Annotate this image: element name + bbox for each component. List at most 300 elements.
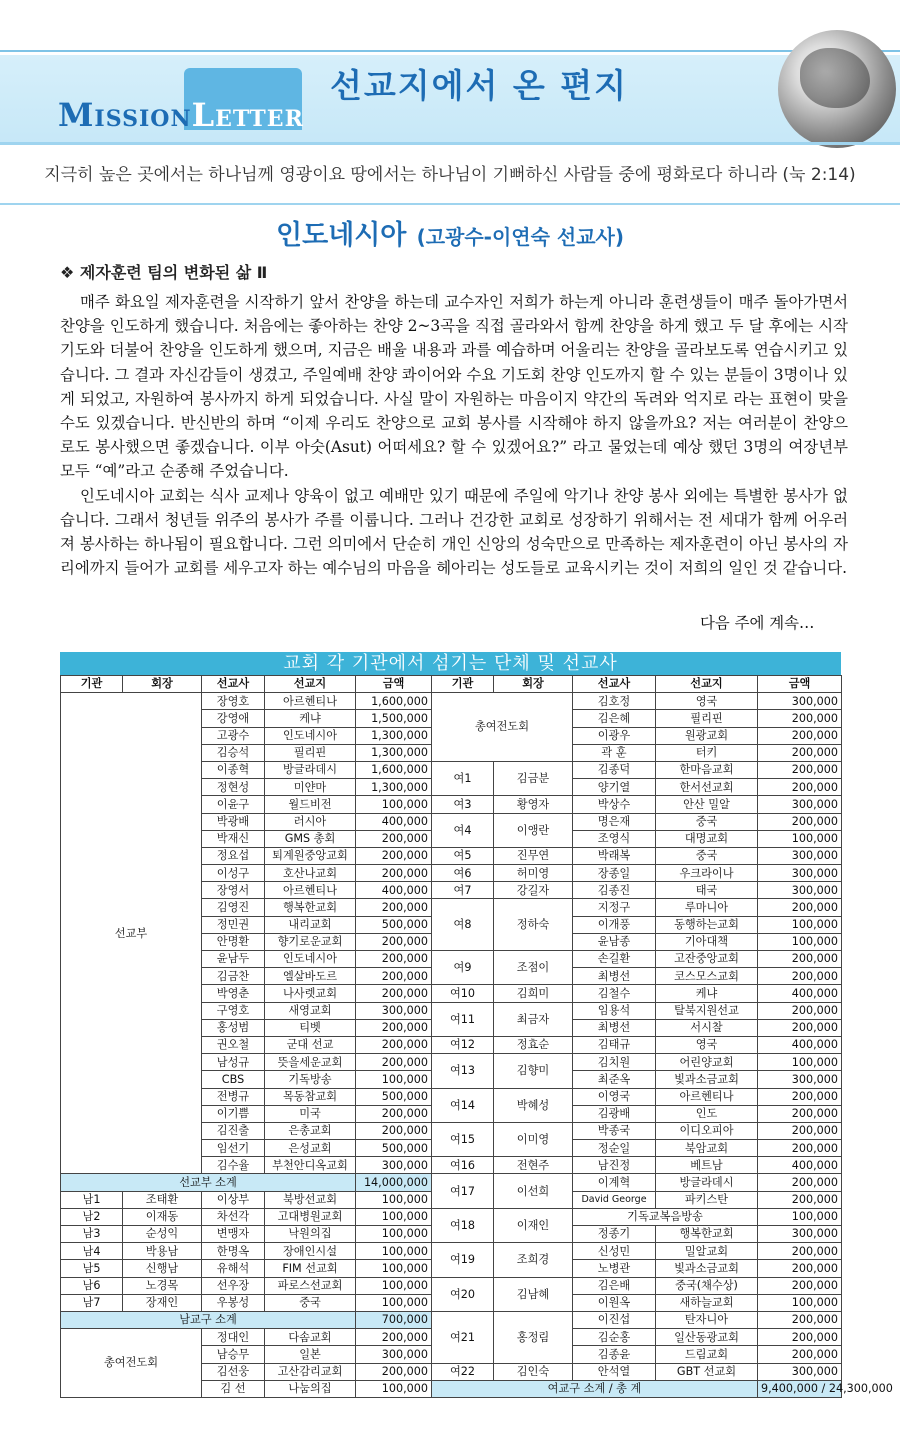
amount-cell: 200,000 — [758, 1243, 842, 1260]
amount-cell: 200,000 — [356, 1036, 432, 1053]
banner-rule — [0, 142, 900, 145]
header-cell: 금액 — [758, 676, 842, 693]
amount-cell: 1,300,000 — [356, 779, 432, 796]
amount-cell: 200,000 — [356, 985, 432, 1002]
president-cell: 신행남 — [123, 1260, 202, 1277]
field-cell: 중국 — [265, 1294, 356, 1311]
missionary-cell: 고광수 — [202, 727, 265, 744]
subtotal-label: 여교구 소계 / 총 계 — [432, 1380, 758, 1397]
missionary-cell: 우봉성 — [202, 1294, 265, 1311]
org-cell: 여17 — [432, 1174, 494, 1208]
letter-body — [60, 290, 848, 580]
field-cell: GBT 선교회 — [656, 1363, 758, 1380]
amount-cell: 300,000 — [758, 865, 842, 882]
field-cell: 고잔중앙교회 — [656, 951, 758, 968]
field-cell: 나사렛교회 — [265, 985, 356, 1002]
table-row — [61, 1277, 842, 1294]
page-title: 선교지에서 온 편지 — [330, 66, 629, 105]
president-cell: 진무연 — [494, 847, 573, 864]
missionary-cell: CBS — [202, 1071, 265, 1088]
president-cell: 박혜성 — [494, 1088, 573, 1122]
paragraph: 인도네시아 교회는 식사 교제나 양육이 없고 예배만 있기 때문에 주일에 악기나 찬양 봉사 외에는 특별한 봉사가 없습니다. 그래서 청년들 위주의 봉사가 주를 이룹니다. 그러나 건강한 교회로 성장하기 위해서는 전 세대가 함께 어우러져 봉사하는 하나됨이 필요합니다. 그런 의미에서 단순히 개인 신앙의 성숙만으로 만족하는 제자훈련이 아닌 봉사의 자리에까지 들어가 교회를 세우고자 하는 예수님의 마음을 헤아리는 성도들로 교육시키는 것이 저희의 일인 것 같습니다. — [60, 486, 848, 578]
amount-cell: 100,000 — [758, 933, 842, 950]
missionary-cell: 이기쁨 — [202, 1105, 265, 1122]
missionary-cell: 정종기 — [573, 1226, 656, 1243]
field-cell: 아르헨티나 — [265, 693, 356, 710]
missionary-cell: 김철수 — [573, 985, 656, 1002]
missionary-cell: 최준옥 — [573, 1071, 656, 1088]
missionary-cell: 변맹자 — [202, 1226, 265, 1243]
org-cell: 남7 — [61, 1294, 123, 1311]
org-cell: 여18 — [432, 1208, 494, 1242]
amount-cell: 200,000 — [758, 1088, 842, 1105]
amount-cell: 200,000 — [356, 1122, 432, 1139]
field-cell: 티벳 — [265, 1019, 356, 1036]
field-cell: 인도네시아 — [265, 951, 356, 968]
field-cell: 월드비전 — [265, 796, 356, 813]
president-cell: 이재인 — [494, 1208, 573, 1242]
amount-cell: 500,000 — [356, 916, 432, 933]
table-title: 교회 각 기관에서 섬기는 단체 및 선교사 — [60, 652, 841, 675]
amount-cell: 200,000 — [758, 779, 842, 796]
field-cell: 뜻을세운교회 — [265, 1054, 356, 1071]
header-cell: 선교지 — [265, 676, 356, 693]
org-cell: 여4 — [432, 813, 494, 847]
president-cell: 이재동 — [123, 1208, 202, 1225]
amount-cell: 200,000 — [758, 1277, 842, 1294]
country-heading — [0, 213, 900, 252]
field-cell: 다솜교회 — [265, 1329, 356, 1346]
amount-cell: 200,000 — [758, 744, 842, 761]
president-cell: 정효순 — [494, 1036, 573, 1053]
amount-cell: 1,300,000 — [356, 744, 432, 761]
president-cell: 이미영 — [494, 1122, 573, 1156]
amount-cell: 200,000 — [356, 830, 432, 847]
field-cell: 새영교회 — [265, 1002, 356, 1019]
field-cell: 필리핀 — [656, 710, 758, 727]
subtotal-amount: 9,400,000 — [761, 1382, 818, 1396]
field-cell: 한마음교회 — [656, 761, 758, 778]
amount-cell: 200,000 — [758, 1174, 842, 1191]
amount-cell: 300,000 — [758, 847, 842, 864]
table-header-row — [61, 676, 842, 693]
amount-cell: 200,000 — [356, 865, 432, 882]
field-cell: 기독방송 — [265, 1071, 356, 1088]
field-cell: 인도네시아 — [265, 727, 356, 744]
amount-cell: 300,000 — [758, 1226, 842, 1243]
president-cell: 김향미 — [494, 1054, 573, 1088]
amount-cell: 300,000 — [758, 882, 842, 899]
president-cell: 조점이 — [494, 951, 573, 985]
amount-cell: 100,000 — [356, 1071, 432, 1088]
header-cell: 기관 — [432, 676, 494, 693]
org-cell: 여5 — [432, 847, 494, 864]
org-cell: 여20 — [432, 1277, 494, 1311]
amount-cell: 100,000 — [356, 1260, 432, 1277]
field-cell: 행복한교회 — [656, 1226, 758, 1243]
header-cell: 선교사 — [573, 676, 656, 693]
amount-cell: 100,000 — [758, 830, 842, 847]
amount-cell: 400,000 — [758, 1157, 842, 1174]
missionary-cell: 김진출 — [202, 1122, 265, 1139]
field-cell: 부천안디옥교회 — [265, 1157, 356, 1174]
missionary-cell: 김금찬 — [202, 968, 265, 985]
field-cell: 어린양교회 — [656, 1054, 758, 1071]
amount-cell: 100,000 — [758, 1208, 842, 1225]
missionary-cell: 김 선 — [202, 1380, 265, 1397]
org-cell: 남4 — [61, 1243, 123, 1260]
amount-cell: 100,000 — [758, 1294, 842, 1311]
amount-cell: 400,000 — [758, 1036, 842, 1053]
continued-note: 다음 주에 계속… — [700, 614, 815, 632]
field-cell: 우크라이나 — [656, 865, 758, 882]
field-cell: 영국 — [656, 693, 758, 710]
field-cell: GMS 총회 — [265, 830, 356, 847]
amount-cell: 300,000 — [758, 693, 842, 710]
amount-cell: 400,000 — [356, 882, 432, 899]
amount-cell: 200,000 — [356, 1329, 432, 1346]
field-cell: 은총교회 — [265, 1122, 356, 1139]
amount-cell: 1,500,000 — [356, 710, 432, 727]
missionary-cell: 홍성범 — [202, 1019, 265, 1036]
amount-cell: 200,000 — [758, 1191, 842, 1208]
org-cell: 여12 — [432, 1036, 494, 1053]
subtotal-label: 선교부 소계 — [61, 1174, 356, 1191]
amount-cell: 200,000 — [758, 1140, 842, 1157]
org-cell: 남6 — [61, 1277, 123, 1294]
field-cell: 동행하는교회 — [656, 916, 758, 933]
missionary-cell: 박재신 — [202, 830, 265, 847]
section-title: ❖ 제자훈련 팀의 변화된 삶 Ⅱ — [60, 263, 268, 282]
field-cell: 북암교회 — [656, 1140, 758, 1157]
missionary-cell: 김은혜 — [573, 710, 656, 727]
missionary-cell: 이진섭 — [573, 1311, 656, 1328]
missionary-cell: 양기열 — [573, 779, 656, 796]
amount-cell: 100,000 — [356, 1277, 432, 1294]
missions-table — [60, 675, 893, 1398]
missionary-cell: 김순홍 — [573, 1329, 656, 1346]
field-cell: 탄자니아 — [656, 1311, 758, 1328]
missionary-cell: 전병규 — [202, 1088, 265, 1105]
field-cell: 서시찰 — [656, 1019, 758, 1036]
field-cell: 원광교회 — [656, 727, 758, 744]
missionary-cell: 유해석 — [202, 1260, 265, 1277]
missionary-cell: 김영진 — [202, 899, 265, 916]
amount-cell: 500,000 — [356, 1088, 432, 1105]
amount-cell: 200,000 — [356, 899, 432, 916]
missionary-cell: 박광배 — [202, 813, 265, 830]
amount-cell: 300,000 — [356, 1346, 432, 1363]
field-cell: 일본 — [265, 1346, 356, 1363]
field-cell: 행복한교회 — [265, 899, 356, 916]
missionary-cell: 김태규 — [573, 1036, 656, 1053]
missionary-cell: 이영국 — [573, 1088, 656, 1105]
org-cell: 여13 — [432, 1054, 494, 1088]
amount-cell: 100,000 — [356, 1226, 432, 1243]
org-cell: 남1 — [61, 1191, 123, 1208]
field-cell: 루마니아 — [656, 899, 758, 916]
amount-cell: 400,000 — [356, 813, 432, 830]
table-row — [61, 1243, 842, 1260]
org-cell: 여21 — [432, 1311, 494, 1363]
field-cell: 드림교회 — [656, 1346, 758, 1363]
amount-cell: 500,000 — [356, 1140, 432, 1157]
org-cell: 여11 — [432, 1002, 494, 1036]
missionary-cell: 안명환 — [202, 933, 265, 950]
missionary-cell: 이종혁 — [202, 761, 265, 778]
president-cell: 조태환 — [123, 1191, 202, 1208]
org-cell: 남3 — [61, 1226, 123, 1243]
amount-cell: 200,000 — [758, 951, 842, 968]
amount-cell: 300,000 — [356, 1002, 432, 1019]
top-rule — [0, 50, 900, 52]
amount-cell: 200,000 — [356, 1105, 432, 1122]
missionary-cell: 권오철 — [202, 1036, 265, 1053]
field-cell: 나눔의집 — [265, 1380, 356, 1397]
field-cell: 아르헨티나 — [265, 882, 356, 899]
amount-cell: 200,000 — [758, 1260, 842, 1277]
field-cell: 향기로운교회 — [265, 933, 356, 950]
field-cell: 파로스선교회 — [265, 1277, 356, 1294]
amount-cell: 200,000 — [758, 761, 842, 778]
president-cell: 강길자 — [494, 882, 573, 899]
missionary-cell: 한명옥 — [202, 1243, 265, 1260]
amount-cell: 200,000 — [758, 813, 842, 830]
missionary-cell: 정현성 — [202, 779, 265, 796]
amount-cell: 100,000 — [356, 1208, 432, 1225]
president-cell: 김남혜 — [494, 1277, 573, 1311]
field-cell: 탈북지원선교 — [656, 1002, 758, 1019]
missionary-cell: 김종덕 — [573, 761, 656, 778]
field-cell: 빛과소금교회 — [656, 1260, 758, 1277]
table-row — [61, 1311, 842, 1328]
president-cell: 이선희 — [494, 1174, 573, 1208]
field-cell: 목동참교회 — [265, 1088, 356, 1105]
org-cell: 여15 — [432, 1122, 494, 1156]
amount-cell: 300,000 — [356, 1157, 432, 1174]
subtotal-amount: 700,000 — [356, 1311, 432, 1328]
missionary-cell: 남성규 — [202, 1054, 265, 1071]
field-cell: 내리교회 — [265, 916, 356, 933]
field-cell: 아르헨티나 — [656, 1088, 758, 1105]
amount-cell: 200,000 — [356, 1019, 432, 1036]
org-cell: 여8 — [432, 899, 494, 951]
grand-total-amount: 24,300,000 — [828, 1382, 893, 1396]
field-cell: 안산 밀알 — [656, 796, 758, 813]
header-cell: 회장 — [494, 676, 573, 693]
field-cell: 한서선교회 — [656, 779, 758, 796]
header-cell: 금액 — [356, 676, 432, 693]
amount-cell: 100,000 — [356, 1243, 432, 1260]
missionary-cell: 김호정 — [573, 693, 656, 710]
field-cell: 북방선교회 — [265, 1191, 356, 1208]
field-cell: 영국 — [656, 1036, 758, 1053]
missionary-names: (고광수-이연숙 선교사) — [416, 225, 625, 249]
amount-cell: 400,000 — [758, 985, 842, 1002]
header-cell: 기관 — [61, 676, 123, 693]
field-cell: 베트남 — [656, 1157, 758, 1174]
field-cell: 고산감리교회 — [265, 1363, 356, 1380]
president-cell: 정하숙 — [494, 899, 573, 951]
missionary-cell: 박상수 — [573, 796, 656, 813]
field-cell: 일산동광교회 — [656, 1329, 758, 1346]
table-row — [61, 1174, 842, 1191]
field-cell: 대명교회 — [656, 830, 758, 847]
missionary-cell: 장종일 — [573, 865, 656, 882]
amount-cell: 200,000 — [758, 1019, 842, 1036]
missionary-cell: 김은배 — [573, 1277, 656, 1294]
field-cell: 코스모스교회 — [656, 968, 758, 985]
missionary-cell: 노병관 — [573, 1260, 656, 1277]
field-cell: 태국 — [656, 882, 758, 899]
field-cell: 이디오피아 — [656, 1122, 758, 1139]
missionary-cell: 최병선 — [573, 968, 656, 985]
subtotal-amount: 14,000,000 — [356, 1174, 432, 1191]
amount-cell: 100,000 — [356, 1294, 432, 1311]
amount-cell: 200,000 — [356, 933, 432, 950]
missionary-cell: 이원옥 — [573, 1294, 656, 1311]
field-cell: 중국(채수상) — [656, 1277, 758, 1294]
missionary-cell: 이성구 — [202, 865, 265, 882]
org-cell: 선교부 — [61, 693, 202, 1174]
president-cell: 홍정림 — [494, 1311, 573, 1363]
missionary-cell: 명은재 — [573, 813, 656, 830]
president-cell: 김인숙 — [494, 1363, 573, 1380]
field-cell: 군대 선교 — [265, 1036, 356, 1053]
field-cell: 낙원의집 — [265, 1226, 356, 1243]
missionary-cell: 이계혁 — [573, 1174, 656, 1191]
amount-cell: 200,000 — [758, 1002, 842, 1019]
missionary-cell: 김수율 — [202, 1157, 265, 1174]
field-cell: FIM 선교회 — [265, 1260, 356, 1277]
field-cell: 방글라데시 — [265, 761, 356, 778]
president-cell: 김희미 — [494, 985, 573, 1002]
president-cell: 전현주 — [494, 1157, 573, 1174]
amount-cell: 1,600,000 — [356, 761, 432, 778]
table-row — [61, 693, 842, 710]
missionary-cell: 지정구 — [573, 899, 656, 916]
field-cell: 중국 — [656, 813, 758, 830]
missionary-cell: 김종윤 — [573, 1346, 656, 1363]
missionary-cell: 조영식 — [573, 830, 656, 847]
amount-cell: 200,000 — [758, 727, 842, 744]
missionary-cell: 강영애 — [202, 710, 265, 727]
missionary-cell: 이상부 — [202, 1191, 265, 1208]
missionary-cell: 박래복 — [573, 847, 656, 864]
president-cell: 장재인 — [123, 1294, 202, 1311]
missionary-cell: 이개풍 — [573, 916, 656, 933]
missionary-cell: 박종국 — [573, 1122, 656, 1139]
verse-rule — [0, 203, 900, 205]
total-amount: 9,400,000 / 24,300,000 — [758, 1380, 842, 1397]
org-cell: 여16 — [432, 1157, 494, 1174]
subtotal-label-text: 여교구 소계 — [547, 1382, 606, 1396]
org-cell: 여22 — [432, 1363, 494, 1380]
amount-cell: 100,000 — [356, 1380, 432, 1397]
org-cell: 여6 — [432, 865, 494, 882]
org-cell: 여9 — [432, 951, 494, 985]
missionary-cell: 정민권 — [202, 916, 265, 933]
president-cell: 김금분 — [494, 761, 573, 795]
amount-cell: 1,300,000 — [356, 727, 432, 744]
missionary-cell: 임용석 — [573, 1002, 656, 1019]
field-cell: 케냐 — [265, 710, 356, 727]
amount-cell: 300,000 — [758, 796, 842, 813]
field-cell: 중국 — [656, 847, 758, 864]
field-cell: 고대병원교회 — [265, 1208, 356, 1225]
missionary-cell: 정순일 — [573, 1140, 656, 1157]
field-cell: 미얀마 — [265, 779, 356, 796]
president-cell: 허미영 — [494, 865, 573, 882]
amount-cell: 200,000 — [758, 1122, 842, 1139]
org-cell: 여19 — [432, 1243, 494, 1277]
amount-cell: 1,600,000 — [356, 693, 432, 710]
header-cell: 선교지 — [656, 676, 758, 693]
missionary-cell: 김승석 — [202, 744, 265, 761]
org-cell: 여1 — [432, 761, 494, 795]
field-cell: 인도 — [656, 1105, 758, 1122]
president-cell: 노경목 — [123, 1277, 202, 1294]
amount-cell: 200,000 — [758, 1346, 842, 1363]
header-cell: 회장 — [123, 676, 202, 693]
missionary-cell: 구영호 — [202, 1002, 265, 1019]
amount-cell: 100,000 — [356, 1191, 432, 1208]
missionary-cell: 최병선 — [573, 1019, 656, 1036]
field-cell: 퇴계원중앙교회 — [265, 847, 356, 864]
field-cell: 밀알교회 — [656, 1243, 758, 1260]
missionary-cell: 안석열 — [573, 1363, 656, 1380]
field-cell: 방글라데시 — [656, 1174, 758, 1191]
president-cell: 이앵란 — [494, 813, 573, 847]
president-cell: 조희경 — [494, 1243, 573, 1277]
missionary-cell: 차선각 — [202, 1208, 265, 1225]
president-cell: 최금자 — [494, 1002, 573, 1036]
missionary-cell: 곽 훈 — [573, 744, 656, 761]
missionary-cell: 기독교복음방송 — [573, 1208, 758, 1225]
amount-cell: 100,000 — [356, 796, 432, 813]
org-cell: 여14 — [432, 1088, 494, 1122]
missionary-cell: 손길환 — [573, 951, 656, 968]
country-name: 인도네시아 — [275, 220, 407, 251]
field-cell: 기아대책 — [656, 933, 758, 950]
missionary-cell: 김치원 — [573, 1054, 656, 1071]
amount-cell: 200,000 — [356, 968, 432, 985]
missionary-cell: 이윤구 — [202, 796, 265, 813]
amount-cell: 200,000 — [356, 1363, 432, 1380]
missionary-cell: David George — [573, 1191, 656, 1208]
amount-cell: 200,000 — [356, 1054, 432, 1071]
total-label-text: 총 계 — [616, 1382, 642, 1396]
bible-verse: 지극히 높은 곳에서는 하나님께 영광이요 땅에서는 하나님이 기뻐하신 사람들 중에 평화로다 하니라 (눅 2:14) — [44, 165, 856, 185]
org-cell: 남2 — [61, 1208, 123, 1225]
mission-letter-logo: MISSIONLETTER — [58, 96, 304, 134]
missionary-cell: 이광우 — [573, 727, 656, 744]
amount-cell: 200,000 — [758, 1329, 842, 1346]
missionary-cell: 선우장 — [202, 1277, 265, 1294]
org-cell: 여3 — [432, 796, 494, 813]
amount-cell: 200,000 — [758, 1105, 842, 1122]
president-cell: 황영자 — [494, 796, 573, 813]
president-cell: 박용남 — [123, 1243, 202, 1260]
amount-cell: 200,000 — [758, 1311, 842, 1328]
missionary-cell: 정요섭 — [202, 847, 265, 864]
field-cell: 터키 — [656, 744, 758, 761]
missionary-cell: 신성민 — [573, 1243, 656, 1260]
amount-cell: 200,000 — [758, 968, 842, 985]
org-cell: 여7 — [432, 882, 494, 899]
org-cell: 여10 — [432, 985, 494, 1002]
amount-cell: 300,000 — [758, 1071, 842, 1088]
